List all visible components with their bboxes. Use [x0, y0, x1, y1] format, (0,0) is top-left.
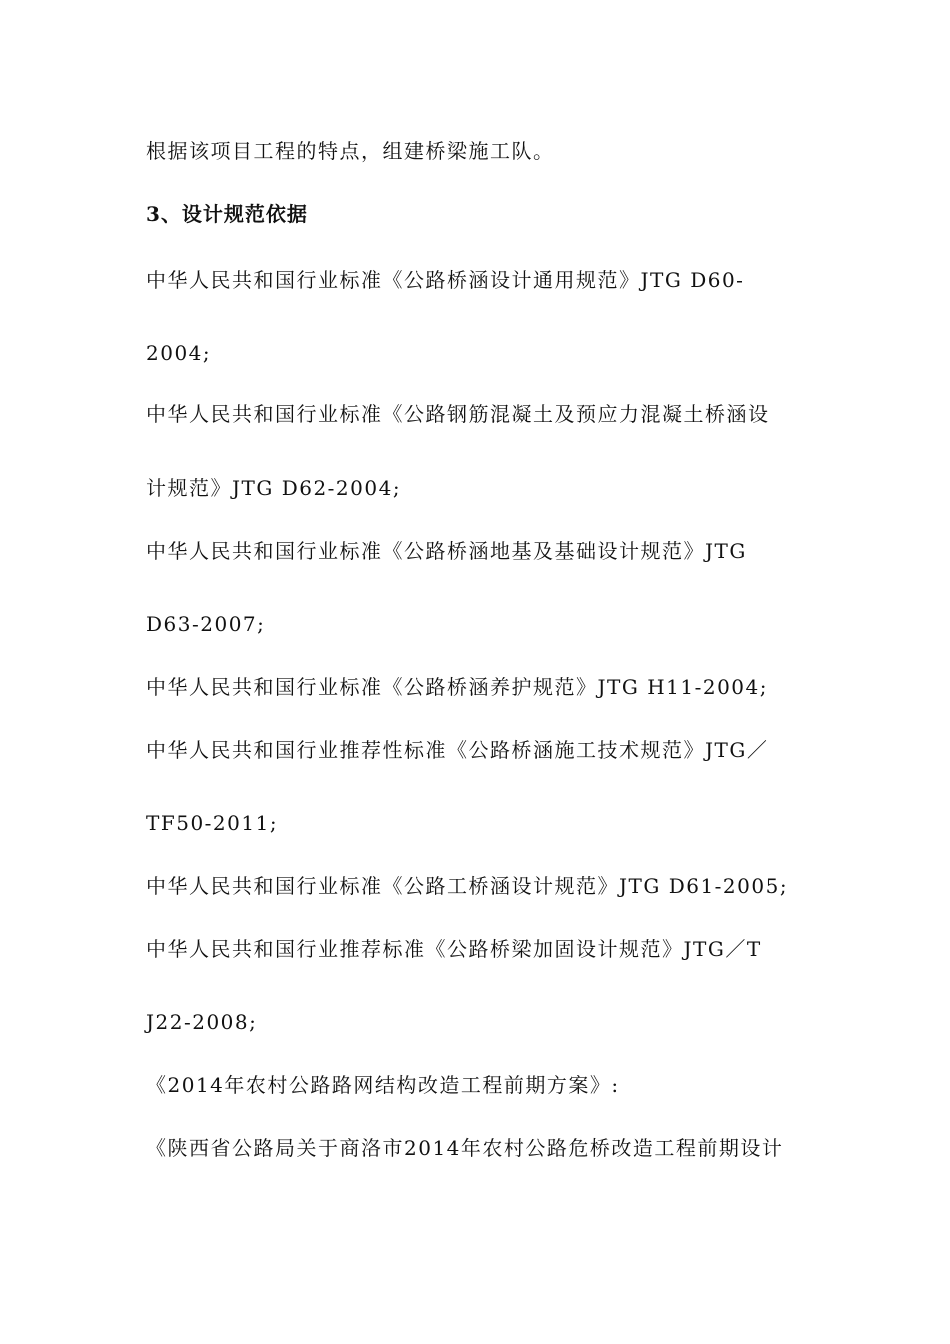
- standard-line-continuation: 计规范》JTG D62-2004;: [146, 476, 402, 500]
- plan-document-line: 《陕西省公路局关于商洛市2014年农村公路危桥改造工程前期设计: [146, 1136, 784, 1160]
- standard-line: 中华人民共和国行业标准《公路工桥涵设计规范》JTG D61-2005;: [146, 874, 789, 898]
- standard-line: 中华人民共和国行业标准《公路钢筋混凝土及预应力混凝土桥涵设: [146, 402, 770, 426]
- standard-line-continuation: TF50-2011;: [146, 811, 279, 835]
- standard-line: 中华人民共和国行业标准《公路桥涵养护规范》JTG H11-2004;: [146, 675, 768, 699]
- standard-line-continuation: J22-2008;: [146, 1010, 258, 1034]
- standard-line: 中华人民共和国行业标准《公路桥涵地基及基础设计规范》JTG: [146, 539, 747, 563]
- plan-document-line: 《2014年农村公路路网结构改造工程前期方案》:: [146, 1073, 620, 1097]
- section-heading-design-basis: 3、设计规范依据: [146, 202, 308, 226]
- standard-line-continuation: D63-2007;: [146, 612, 266, 636]
- standard-line: 中华人民共和国行业标准《公路桥涵设计通用规范》JTG D60-: [146, 268, 745, 292]
- standard-line: 中华人民共和国行业推荐性标准《公路桥涵施工技术规范》JTG／: [146, 738, 769, 762]
- standard-line-continuation: 2004;: [146, 341, 212, 365]
- standard-line: 中华人民共和国行业推荐标准《公路桥梁加固设计规范》JTG／T: [146, 937, 762, 961]
- paragraph-team-formation: 根据该项目工程的特点，组建桥梁施工队。: [146, 139, 555, 163]
